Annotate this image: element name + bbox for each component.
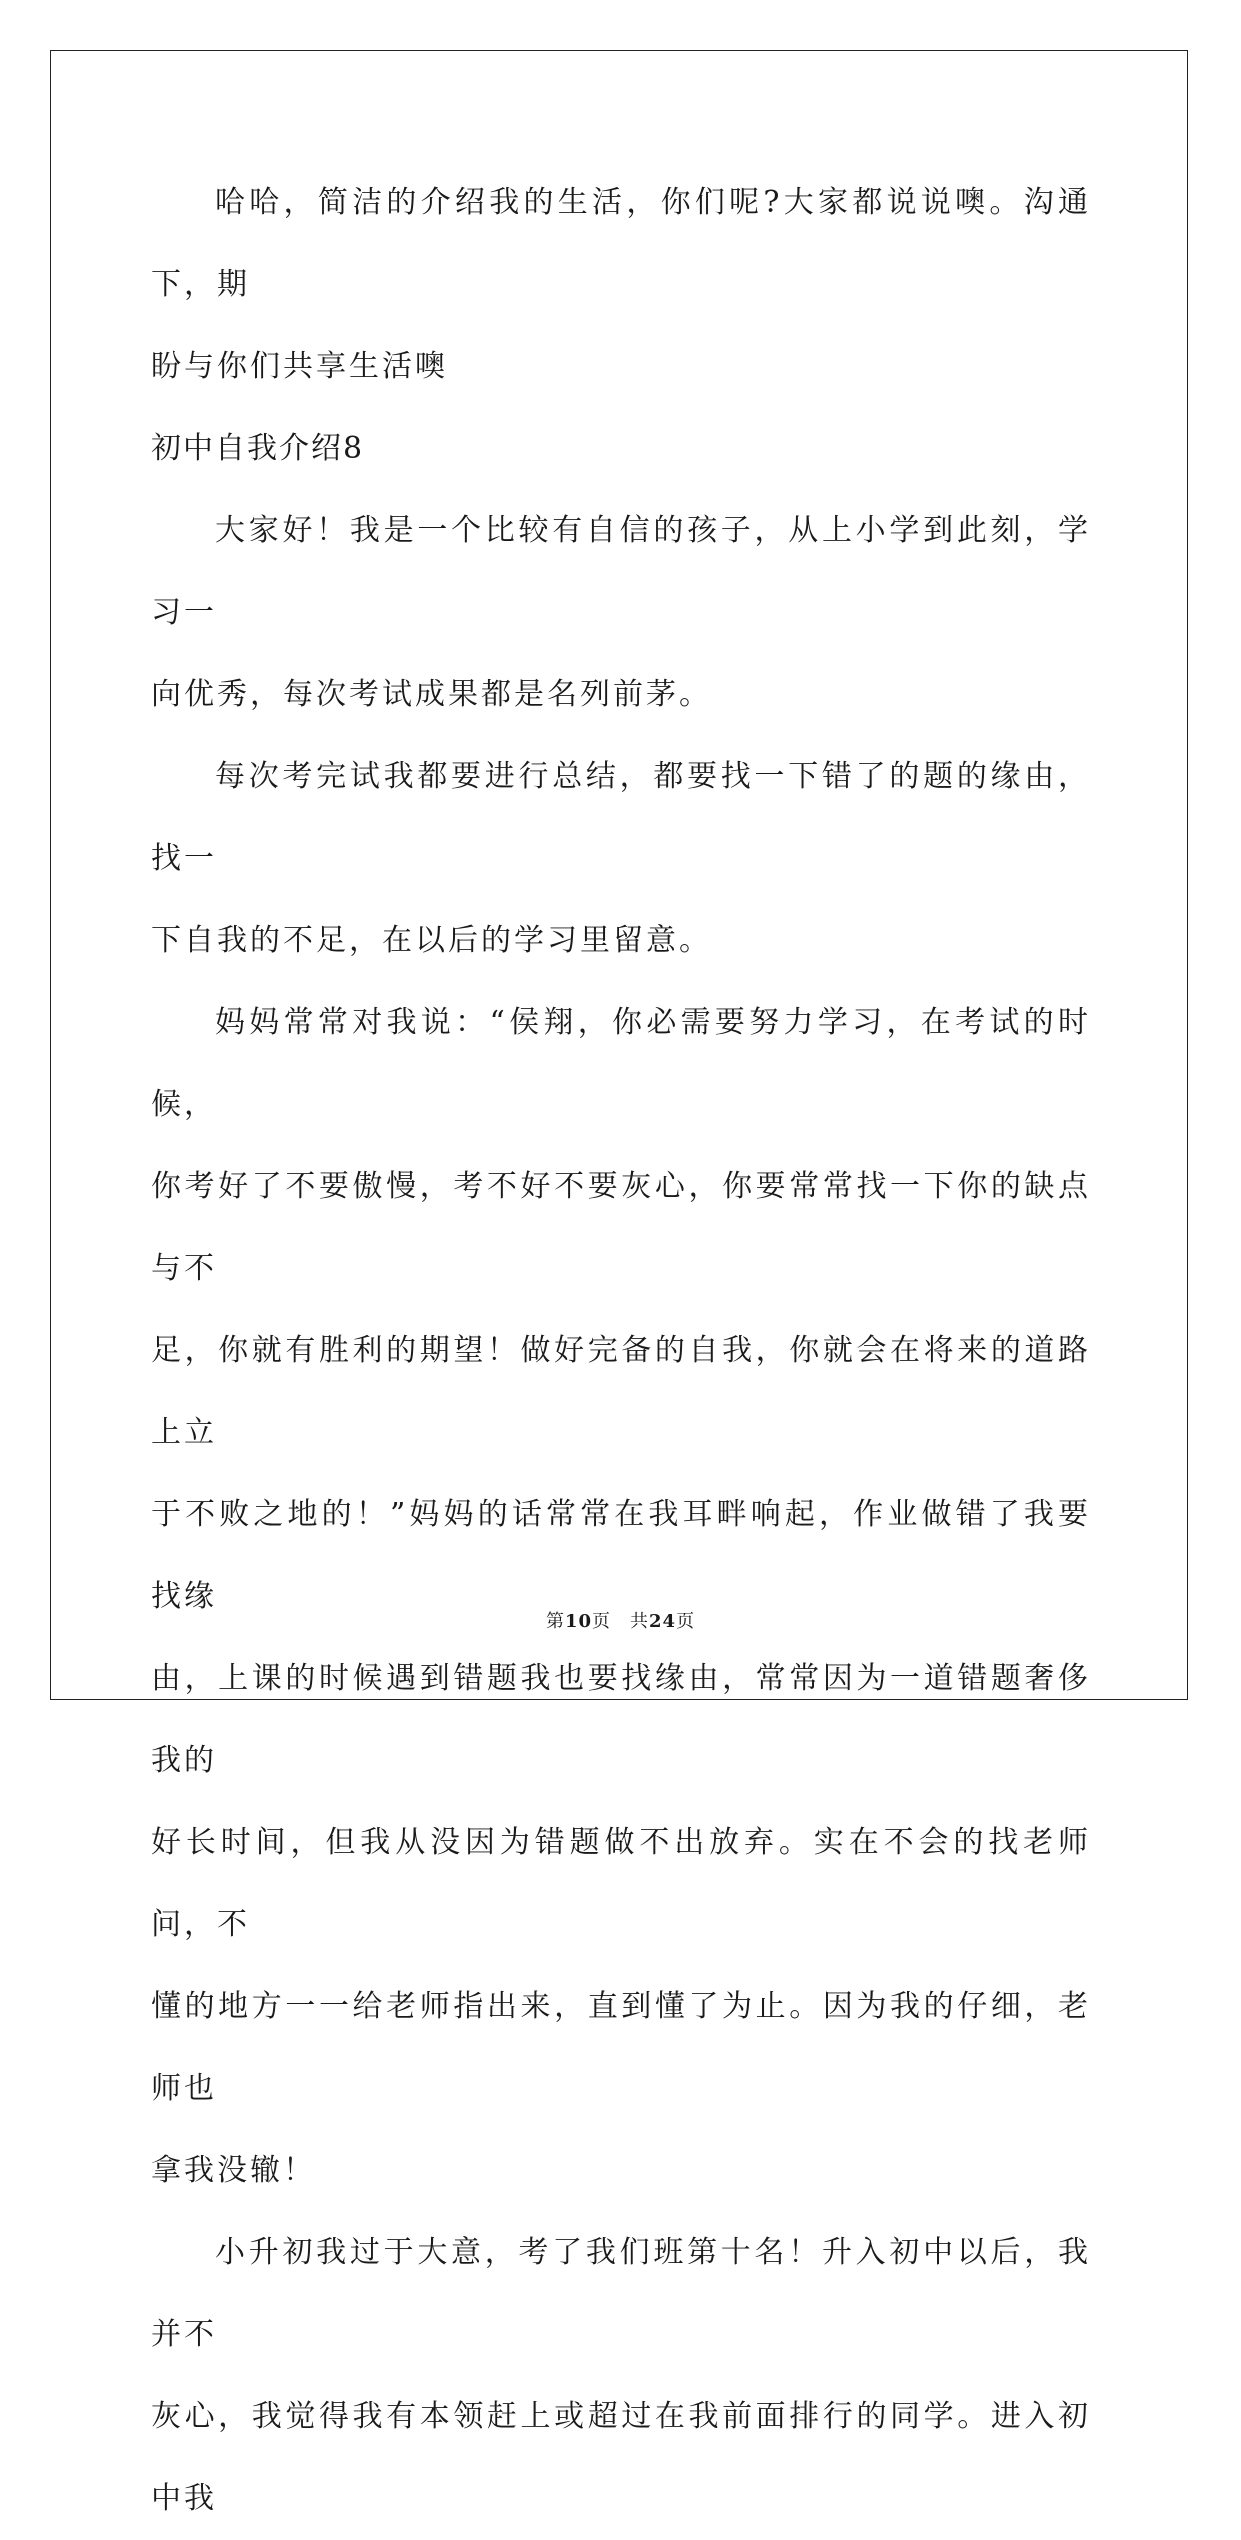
page-footer bbox=[0, 1607, 1241, 1633]
paragraph-3: 每次考完试我都要进行总结，都要找一下错了的题的缘由，找一 下自我的不足，在以后的学习里留意。 bbox=[151, 759, 1091, 958]
paragraph-1: 哈哈，简洁的介绍我的生活，你们呢?大家都说说噢。沟通下，期 盼与你们共享生活噢 bbox=[151, 185, 1091, 384]
footer-total-pages: 24 bbox=[649, 1611, 677, 1632]
footer-prefix: 第 bbox=[545, 1611, 565, 1632]
paragraph-5: 小升初我过于大意，考了我们班第十名！升入初中以后，我并不 灰心，我觉得我有本领赶上或超过在我前面排行的同学。进入初中我 bbox=[151, 2235, 1091, 2516]
footer-mid: 页 共 bbox=[592, 1611, 649, 1632]
section-heading: 初中自我介绍8 bbox=[151, 431, 365, 466]
footer-current-page: 10 bbox=[564, 1611, 592, 1632]
document-body bbox=[151, 162, 1091, 2540]
paragraph-4: 妈妈常常对我说：“侯翔，你必需要努力学习，在考试的时候， 你考好了不要傲慢，考不好不要灰心，你要常常找一下你的缺点与不 足，你就有胜利的期望！做好完备的自我，你就会在将来的道路上立 于不败之地的！”妈妈的话常常在我耳畔响起，作业做错了我要找缘 由，上课的时候遇到错题我也要找缘由，常常因为一道错题奢侈我的 好长时间，但我从没因为错题做不出放弃。实在不会的找老师问，不 懂的地方一一给老师指出来，直到懂了为止。因为我的仔细，老师也 拿我没辙！ bbox=[151, 1005, 1091, 2188]
footer-suffix: 页 bbox=[676, 1611, 696, 1632]
paragraph-2: 大家好！我是一个比较有自信的孩子，从上小学到此刻，学习一 向优秀，每次考试成果都是名列前茅。 bbox=[151, 513, 1091, 712]
